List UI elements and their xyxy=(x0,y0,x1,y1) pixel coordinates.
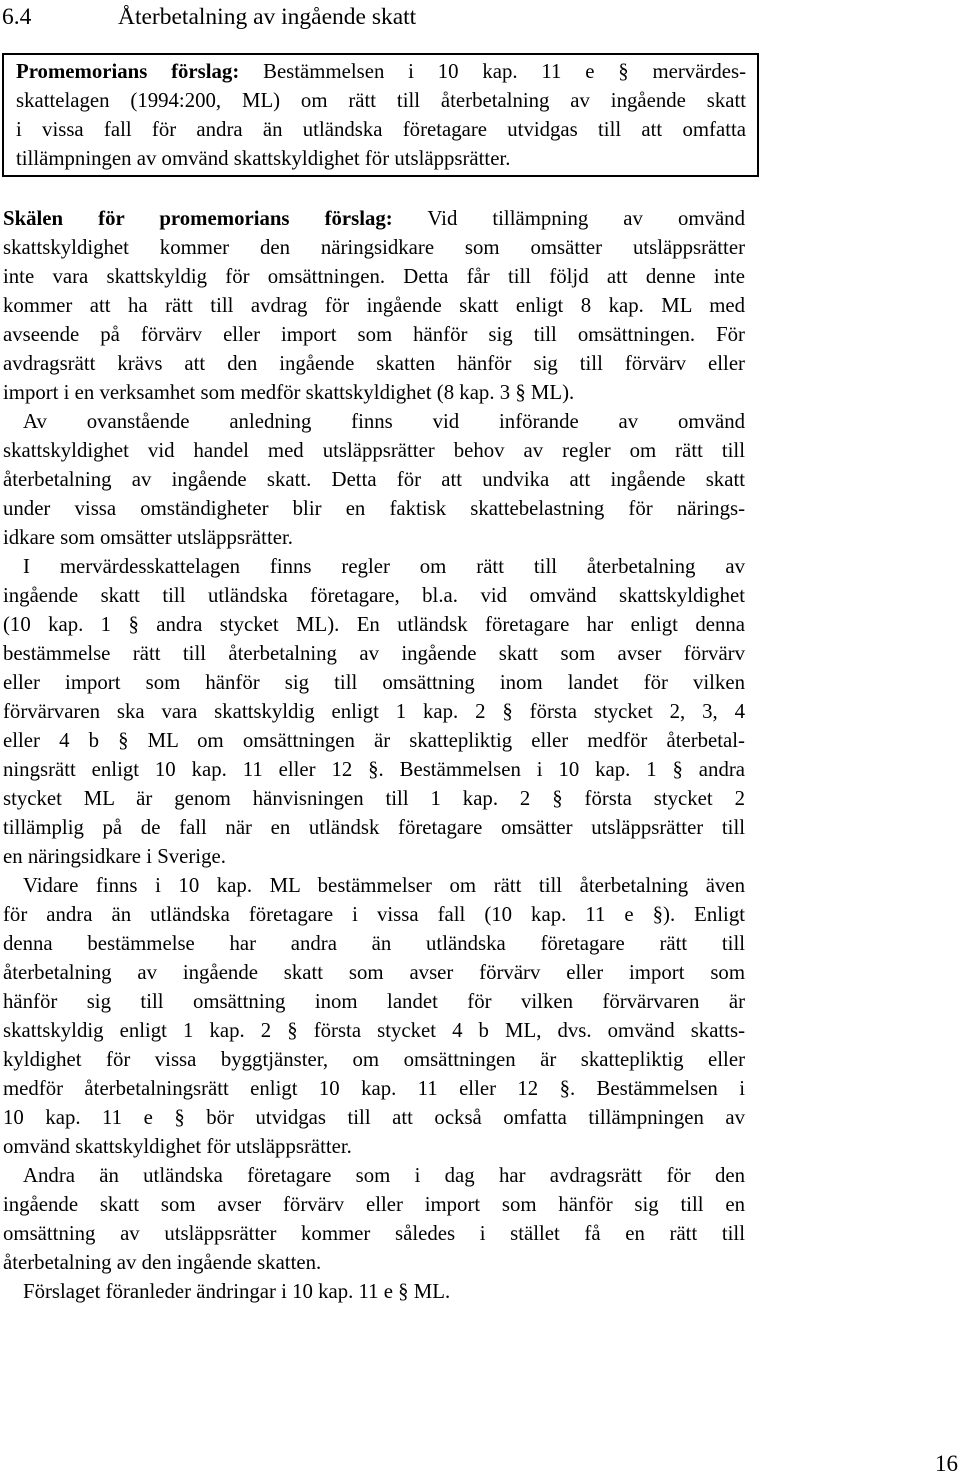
proposal-line: skattelagen (1994:200, ML) om rätt till återbetalning av ingående skatt xyxy=(16,89,746,112)
paragraph-line: avdragsrätt krävs att den ingående skatten hänför sig till förvärv eller xyxy=(3,352,745,375)
paragraph-line: en näringsidkare i Sverige. xyxy=(3,845,226,868)
paragraph-line: hänför sig till omsättning inom landet för vilken förvärvaren är xyxy=(3,990,745,1013)
paragraph-line: Vidare finns i 10 kap. ML bestämmelser om rätt till återbetalning även xyxy=(23,874,745,897)
section-number: 6.4 xyxy=(2,4,32,30)
paragraph-line: kyldighet för vissa byggtjänster, om omsättningen är skattepliktig eller xyxy=(3,1048,745,1071)
paragraph-line: (10 kap. 1 § andra stycket ML). En utländsk företagare har enligt denna xyxy=(3,613,745,636)
paragraph-line: ingående skatt som avser förvärv eller import som hänför sig till en xyxy=(3,1193,745,1216)
paragraph-line: kommer att ha rätt till avdrag för ingående skatt enligt 8 kap. ML med xyxy=(3,294,745,317)
paragraph-line: Av ovanstående anledning finns vid införande av omvänd xyxy=(23,410,745,433)
proposal-line: Promemorians förslag: Bestämmelsen i 10 kap. 11 e § mervärdes- xyxy=(16,60,746,83)
proposal-box xyxy=(2,53,759,177)
paragraph-line: I mervärdesskattelagen finns regler om rätt till återbetalning av xyxy=(23,555,745,578)
paragraph-line: stycket ML är genom hänvisningen till 1 kap. 2 § första stycket 2 xyxy=(3,787,745,810)
paragraph-line: återbetalning av ingående skatt som avser förvärv eller import som xyxy=(3,961,745,984)
paragraph xyxy=(3,1277,745,1306)
paragraph-line: Skälen för promemorians förslag: Vid tillämpning av omvänd xyxy=(3,207,745,230)
page-number: 16 xyxy=(935,1451,958,1476)
paragraph-line: idkare som omsätter utsläppsrätter. xyxy=(3,526,293,549)
paragraph-line: återbetalning av ingående skatt. Detta för att undvika att ingående skatt xyxy=(3,468,745,491)
paragraph-line: skattskyldighet vid handel med utsläppsrätter behov av regler om rätt till xyxy=(3,439,745,462)
paragraph-line: förvärvaren ska vara skattskyldig enligt 1 kap. 2 § första stycket 2, 3, 4 xyxy=(3,700,745,723)
paragraph-line: import i en verksamhet som medför skattskyldighet (8 kap. 3 § ML). xyxy=(3,381,575,404)
paragraph-line: avseende på förvärv eller import som hänför sig till omsättningen. För xyxy=(3,323,745,346)
paragraph-line: denna bestämmelse har andra än utländska företagare rätt till xyxy=(3,932,745,955)
paragraph-line: inte vara skattskyldig för omsättningen. Detta får till följd att denne inte xyxy=(3,265,745,288)
paragraph-line: ingående skatt till utländska företagare, bl.a. vid omvänd skattskyldighet xyxy=(3,584,745,607)
paragraph-line: Förslaget föranleder ändringar i 10 kap. 11 e § ML. xyxy=(23,1280,451,1303)
paragraph xyxy=(3,1161,745,1277)
paragraph-line: tillämplig på de fall när en utländsk företagare omsätter utsläppsrätter till xyxy=(3,816,745,839)
proposal-line: i vissa fall för andra än utländska företagare utvidgas till att omfatta xyxy=(16,118,746,141)
reasons-label: Skälen för promemorians förslag: xyxy=(3,207,393,230)
paragraph-line: under vissa omständigheter blir en faktisk skattebelastning för närings- xyxy=(3,497,745,520)
paragraph-line: 10 kap. 11 e § bör utvidgas till att också omfatta tillämpningen av xyxy=(3,1106,745,1129)
paragraph-line: återbetalning av den ingående skatten. xyxy=(3,1251,322,1274)
paragraph-line: Andra än utländska företagare som i dag har avdragsrätt för den xyxy=(23,1164,745,1187)
paragraph-line: för andra än utländska företagare i vissa fall (10 kap. 11 e §). Enligt xyxy=(3,903,745,926)
proposal-label: Promemorians förslag: xyxy=(16,60,240,83)
paragraph xyxy=(3,871,745,1161)
paragraph-line: medför återbetalningsrätt enligt 10 kap. 11 eller 12 §. Bestämmelsen i xyxy=(3,1077,745,1100)
paragraph-line: ningsrätt enligt 10 kap. 11 eller 12 §. Bestämmelsen i 10 kap. 1 § andra xyxy=(3,758,745,781)
paragraph xyxy=(3,204,745,407)
paragraph-line: eller 4 b § ML om omsättningen är skattepliktig eller medför återbetal- xyxy=(3,729,745,752)
paragraph xyxy=(3,407,745,552)
section-title: Återbetalning av ingående skatt xyxy=(118,4,417,30)
paragraph-line: skattskyldighet kommer den näringsidkare som omsätter utsläppsrätter xyxy=(3,236,745,259)
paragraph-line: omvänd skattskyldighet för utsläppsrätter. xyxy=(3,1135,352,1158)
reasons-section xyxy=(3,204,745,1306)
paragraph-line: omsättning av utsläppsrätter kommer således i stället få en rätt till xyxy=(3,1222,745,1245)
paragraph-line: skattskyldig enligt 1 kap. 2 § första stycket 4 b ML, dvs. omvänd skatts- xyxy=(3,1019,745,1042)
paragraph-line: eller import som hänför sig till omsättning inom landet för vilken xyxy=(3,671,745,694)
paragraph-line: bestämmelse rätt till återbetalning av ingående skatt som avser förvärv xyxy=(3,642,745,665)
section-heading xyxy=(2,2,416,32)
proposal-line: tillämpningen av omvänd skattskyldighet för utsläppsrätter. xyxy=(16,147,511,170)
paragraph xyxy=(3,552,745,871)
